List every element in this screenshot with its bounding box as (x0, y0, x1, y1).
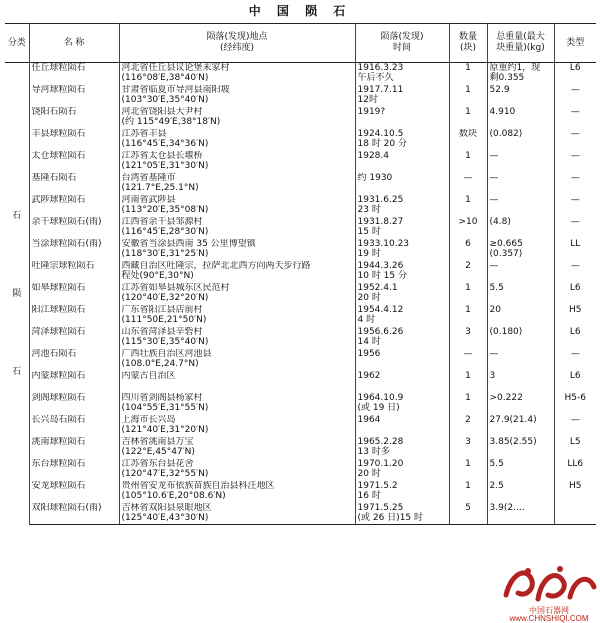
meteorite-name: 剑阁球粒陨石 (29, 393, 119, 415)
type-cell: — (570, 84, 580, 95)
type-cell: H5 (569, 480, 582, 491)
table-row (5, 503, 596, 525)
table-row (5, 481, 596, 503)
type-cell: — (570, 414, 580, 425)
header-weight: 总重量(最大 块重量)(kg) (487, 24, 554, 63)
count-cell: — (449, 349, 487, 371)
count-cell: 6 (449, 239, 487, 261)
header-location: 陨落(发现)地点 (经纬度) (119, 24, 355, 63)
header-category: 分类 (5, 24, 29, 63)
watermark-site-name: 中国石器网 (529, 606, 569, 615)
meteorite-name: 双阳球粒陨石(雨) (29, 503, 119, 525)
table-row (5, 85, 596, 107)
type-cell: — (570, 348, 580, 359)
weight-cell: 5.5 (487, 283, 554, 305)
location-cell: 上海市长兴岛 (121°40′E,31°20′N) (119, 415, 355, 437)
count-cell: 3 (449, 327, 487, 349)
meteorite-name: 基隆石陨石 (29, 173, 119, 195)
count-cell: 1 (449, 371, 487, 393)
type-cell: — (570, 216, 580, 227)
weight-cell: — (487, 173, 554, 195)
count-cell: 1 (449, 459, 487, 481)
meteorite-name: 武陟球粒陨石 (29, 195, 119, 217)
time-cell: 1971.5.2 16 时 (355, 481, 449, 503)
count-cell: 1 (449, 63, 487, 85)
type-cell: L6 (569, 63, 581, 73)
meteorite-name: 内蒙球粒陨石 (29, 371, 119, 393)
weight-cell: 3 (487, 371, 554, 393)
meteorite-name: 如皋球粒陨石 (29, 283, 119, 305)
location-cell: 江苏省丰县 (116°45′E,34°36′N) (119, 129, 355, 151)
count-cell: 1 (449, 283, 487, 305)
weight-cell: 4.910 (487, 107, 554, 129)
table-row (5, 261, 596, 283)
type-cell: L6 (569, 326, 581, 337)
location-cell: 河北省饶阳县大尹村 (约 115°49′E,38°18′N) (119, 107, 355, 129)
time-cell: 1964.10.9 (或 19 日) (355, 393, 449, 415)
location-cell: 广西壮族自治区河池县 (108.0°E,24.7°N) (119, 349, 355, 371)
count-cell: >10 (449, 217, 487, 239)
weight-cell: 2.5 (487, 481, 554, 503)
table-row (5, 283, 596, 305)
type-cell: — (570, 150, 580, 161)
time-cell: 1931.8.27 15 时 (355, 217, 449, 239)
count-cell: 1 (449, 195, 487, 217)
meteorite-name: 余干球粒陨石(雨) (29, 217, 119, 239)
type-cell: — (570, 106, 580, 117)
weight-cell: — (487, 151, 554, 173)
table-row (5, 327, 596, 349)
type-cell: — (570, 194, 580, 205)
table-row (5, 217, 596, 239)
site-watermark (498, 561, 600, 623)
location-cell: 甘肃省临夏市导河县南阳坡 (103°30′E,35°40′N) (119, 85, 355, 107)
meteorite-table (5, 23, 596, 525)
weight-cell: 20 (487, 305, 554, 327)
count-cell: 1 (449, 85, 487, 107)
meteorite-name: 当涂球粒陨石(雨) (29, 239, 119, 261)
weight-cell: (0.180) (487, 327, 554, 349)
table-row (5, 349, 596, 371)
time-cell: 1971.5.25 (或 26 日)15 时 (355, 503, 449, 525)
location-cell: 河北省任丘县议论堡未家村 (116°08′E,38°40′N) (119, 63, 355, 85)
time-cell: 1954.4.12 4 时 (355, 305, 449, 327)
header-time: 陨落(发现) 时间 (355, 24, 449, 63)
type-cell: L6 (569, 370, 581, 381)
location-cell: 广东省阳江县店前村 (111°50E,21°50′N) (119, 305, 355, 327)
count-cell: 1 (449, 305, 487, 327)
header-row (5, 24, 596, 63)
time-cell: 1919? (355, 107, 449, 129)
category-cell (5, 63, 29, 525)
page-title: 中 国 陨 石 (248, 4, 352, 18)
location-cell: 江西省余干县邹源村 (116°45′E,28°30′N) (119, 217, 355, 239)
meteorite-name: 太仓球粒陨石 (29, 151, 119, 173)
count-cell: 数块 (449, 129, 487, 151)
time-cell: 1952.4.1 20 时 (355, 283, 449, 305)
type-cell: L6 (569, 282, 581, 293)
type-cell: — (570, 128, 580, 139)
time-cell: 1965.2.28 13 时多 (355, 437, 449, 459)
table-row (5, 305, 596, 327)
table-body (5, 63, 596, 525)
count-cell: 1 (449, 151, 487, 173)
weight-cell: — (487, 349, 554, 371)
weight-cell: — (487, 195, 554, 217)
time-cell: 1917.7.11 12时 (355, 85, 449, 107)
weight-cell: 52.9 (487, 85, 554, 107)
table-row (5, 173, 596, 195)
location-cell: 安徽省当涂县西南 35 公里博望镇 (118°30′E,31°25′N) (119, 239, 355, 261)
location-cell: 江苏省太仓县长堰桥 (121°05′E,31°30′N) (119, 151, 355, 173)
location-cell: 台湾省基隆市 (121.7°E,25.1°N) (119, 173, 355, 195)
count-cell: — (449, 173, 487, 195)
table-row (5, 129, 596, 151)
table-row (5, 195, 596, 217)
count-cell: 2 (449, 415, 487, 437)
meteorite-name: 任丘球粒陨石 (29, 63, 119, 85)
header-count: 数量 (块) (449, 24, 487, 63)
time-cell: 1933.10.23 19 时 (355, 239, 449, 261)
location-cell: 江苏省如皋县城东区民范村 (120°40′E,32°20′N) (119, 283, 355, 305)
location-cell: 贵州省安龙布依族苗族自治县科汪地区 (105°10.6′E,20°08.6′N) (119, 481, 355, 503)
type-cell: H5-6 (564, 392, 586, 403)
weight-cell: (0.082) (487, 129, 554, 151)
time-cell: 1924.10.5 18 时 20 分 (355, 129, 449, 151)
category-char: 石 (12, 210, 22, 221)
location-cell: 吉林省洮南县万宝 (122°E,45°47′N) (119, 437, 355, 459)
weight-cell: 3.85(2.55) (487, 437, 554, 459)
table-row (5, 107, 596, 129)
time-cell: 1931.6.25 23 时 (355, 195, 449, 217)
table-row (5, 239, 596, 261)
location-cell: 江苏省东台县花舍 (120°47′E,32°55′N) (119, 459, 355, 481)
table-row (5, 63, 596, 85)
watermark-url: www.CHNSHIQI.COM (509, 614, 589, 623)
meteorite-name: 安龙球粒陨石 (29, 481, 119, 503)
category-char: 陨 (12, 288, 22, 299)
location-cell: 四川省剑阁县杨家村 (104°55′E,31°55′N) (119, 393, 355, 415)
meteorite-name: 导河球粒陨石 (29, 85, 119, 107)
location-cell: 山东省菏泽县辛砦村 (115°30′E,35°40′N) (119, 327, 355, 349)
meteorite-name: 饶阳石陨石 (29, 107, 119, 129)
weight-cell: ≥0.665 (0.357) (487, 239, 554, 261)
location-cell: 内蒙古自治区 (119, 371, 355, 393)
time-cell: 1964 (355, 415, 449, 437)
type-cell: L5 (569, 436, 581, 447)
time-cell: 1916.3.23 午后不久 (355, 63, 449, 85)
location-cell: 吉林省双阳县泉眼地区 (125°40′E,43°30′N) (119, 503, 355, 525)
meteorite-name: 河池石陨石 (29, 349, 119, 371)
location-cell: 河南省武陟县 (113°20′E,35°08′N) (119, 195, 355, 217)
meteorite-name: 吐隆宗球粒陨石 (29, 261, 119, 283)
header-name: 名 称 (29, 24, 119, 63)
time-cell: 1928.4 (355, 151, 449, 173)
count-cell: 2 (449, 261, 487, 283)
table-row (5, 437, 596, 459)
meteorite-name: 东台球粒陨石 (29, 459, 119, 481)
watermark-logo-icon (498, 561, 600, 605)
table-row (5, 371, 596, 393)
meteorite-name: 丰县球粒陨石 (29, 129, 119, 151)
weight-cell: 3.9(2.… (487, 503, 554, 525)
count-cell: 1 (449, 107, 487, 129)
type-cell: — (570, 260, 580, 271)
type-cell: — (570, 172, 580, 183)
weight-cell: 27.9(21.4) (487, 415, 554, 437)
meteorite-name: 长兴岛石陨石 (29, 415, 119, 437)
table-row (5, 151, 596, 173)
category-char: 石 (12, 366, 22, 377)
table-row (5, 393, 596, 415)
time-cell: 1970.1.20 20 时 (355, 459, 449, 481)
weight-cell: (4.8) (487, 217, 554, 239)
count-cell: 1 (449, 393, 487, 415)
weight-cell: >0.222 (487, 393, 554, 415)
meteorite-name: 菏泽球粒陨石 (29, 327, 119, 349)
count-cell: 3 (449, 437, 487, 459)
location-cell: 西藏自治区吐隆宗，拉萨北北西方向两天步行路 程处(90°E,30°N) (119, 261, 355, 283)
type-cell: H5 (569, 304, 582, 315)
time-cell: 1944.3.26 10 时 15 分 (355, 261, 449, 283)
time-cell: 1962 (355, 371, 449, 393)
weight-cell: 原重约1，现 剩0.355 (487, 63, 554, 85)
type-cell: LL6 (567, 458, 584, 469)
time-cell: 约 1930 (355, 173, 449, 195)
header-type: 类型 (554, 24, 596, 63)
meteorite-name: 洮南球粒陨石 (29, 437, 119, 459)
type-cell: LL (570, 238, 581, 249)
table-row (5, 459, 596, 481)
time-cell: 1956 (355, 349, 449, 371)
weight-cell: — (487, 261, 554, 283)
table-row (5, 415, 596, 437)
meteorite-name: 阳江球粒陨石 (29, 305, 119, 327)
weight-cell: 5.5 (487, 459, 554, 481)
count-cell: 1 (449, 481, 487, 503)
type-cell (554, 503, 596, 525)
count-cell: 5 (449, 503, 487, 525)
time-cell: 1956.6.26 14 时 (355, 327, 449, 349)
